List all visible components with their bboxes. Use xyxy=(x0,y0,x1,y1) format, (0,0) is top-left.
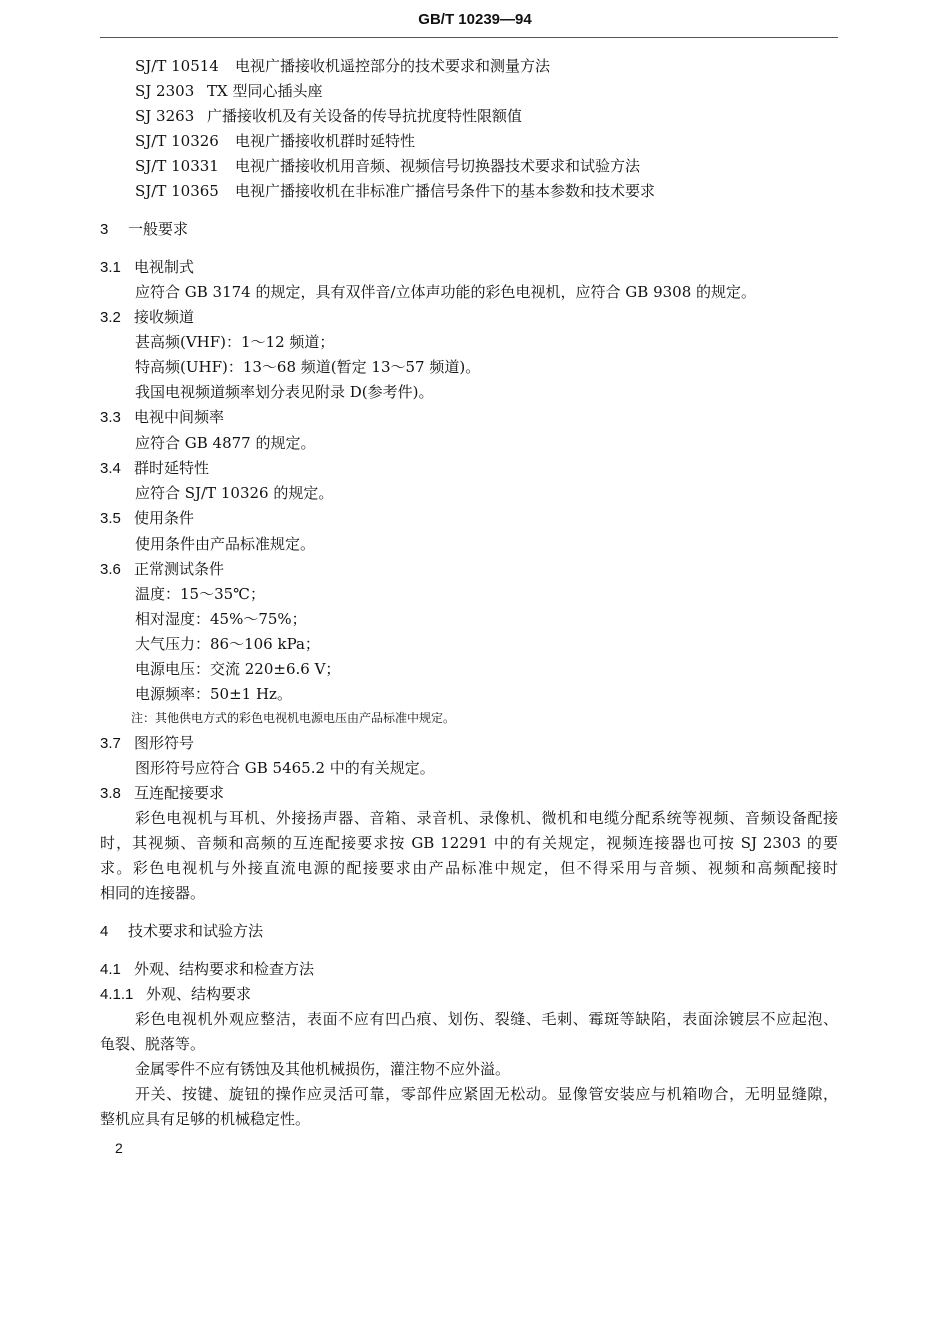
section-3-8-heading: 3.8 互连配接要求 xyxy=(100,784,225,802)
reference-item: SJ/T 10326 电视广播接收机群时延特性 xyxy=(135,132,416,150)
section-4-heading: 4 技术要求和试验方法 xyxy=(100,923,264,940)
section-3-6-line: 相对湿度：45%～75%； xyxy=(135,610,307,628)
section-3-3-body: 应符合 GB 4877 的规定。 xyxy=(135,434,316,452)
section-3-2-heading: 3.2 接收频道 xyxy=(100,308,195,326)
section-3-3-heading: 3.3 电视中间频率 xyxy=(100,408,225,426)
section-3-8-line: 彩色电视机与耳机、外接扬声器、音箱、录音机、录像机、微机和电缆分配系统等视频、音频设备配接 xyxy=(135,809,838,827)
section-3-5-body: 使用条件由产品标准规定。 xyxy=(135,535,316,553)
section-4-1-1-line: 龟裂、脱落等。 xyxy=(100,1035,206,1053)
section-3-1-body: 应符合 GB 3174 的规定，具有双伴音/立体声功能的彩色电视机，应符合 GB 9308 的规定。 xyxy=(135,283,757,301)
reference-item: SJ 2303 TX 型同心插头座 xyxy=(135,82,323,100)
section-3-6-note: 注：其他供电方式的彩色电视机电源电压由产品标准中规定。 xyxy=(131,711,456,725)
section-3-6-line: 电源电压：交流 220±6.6 V； xyxy=(135,660,341,678)
section-3-6-heading: 3.6 正常测试条件 xyxy=(100,560,225,578)
section-3-7-heading: 3.7 图形符号 xyxy=(100,734,195,752)
document-header: GB/T 10239—94 xyxy=(418,11,532,28)
section-3-7-body: 图形符号应符合 GB 5465.2 中的有关规定。 xyxy=(135,759,435,777)
page-number: 2 xyxy=(115,1140,123,1156)
reference-item: SJ/T 10514 电视广播接收机遥控部分的技术要求和测量方法 xyxy=(135,57,551,75)
section-4-1-1-line: 彩色电视机外观应整洁，表面不应有凹凸痕、划伤、裂缝、毛刺、霉斑等缺陷，表面涂镀层不应起泡、 xyxy=(135,1010,838,1028)
section-4-1-heading: 4.1 外观、结构要求和检查方法 xyxy=(100,960,315,978)
section-3-8-line: 时，其视频、音频和高频的互连配接要求按 GB 12291 中的有关规定，视频连接器也可按 SJ 2303 的要 xyxy=(100,834,838,852)
section-3-5-heading: 3.5 使用条件 xyxy=(100,509,195,527)
section-3-heading: 3 一般要求 xyxy=(100,221,189,238)
header-rule xyxy=(100,37,838,38)
section-3-2-line: 特高频(UHF)：13～68 频道(暂定 13～57 频道)。 xyxy=(135,358,481,376)
section-3-6-line: 大气压力：86～106 kPa； xyxy=(135,635,320,653)
reference-item: SJ/T 10331 电视广播接收机用音频、视频信号切换器技术要求和试验方法 xyxy=(135,157,641,175)
reference-item: SJ/T 10365 电视广播接收机在非标准广播信号条件下的基本参数和技术要求 xyxy=(135,182,656,200)
section-3-2-line: 甚高频(VHF)：1～12 频道； xyxy=(135,333,335,351)
reference-item: SJ 3263 广播接收机及有关设备的传导抗扰度特性限额值 xyxy=(135,107,523,125)
section-3-6-line: 温度：15～35℃； xyxy=(135,585,265,603)
section-3-4-body: 应符合 SJ/T 10326 的规定。 xyxy=(135,484,334,502)
section-3-6-line: 电源频率：50±1 Hz。 xyxy=(135,685,292,703)
section-3-8-line: 求。彩色电视机与外接直流电源的配接要求由产品标准中规定，但不得采用与音频、视频和高频配接时 xyxy=(100,859,838,877)
section-4-1-1-line: 整机应具有足够的机械稳定性。 xyxy=(100,1110,311,1128)
section-3-8-line: 相同的连接器。 xyxy=(100,884,206,902)
section-4-1-1-line: 开关、按键、旋钮的操作应灵活可靠，零部件应紧固无松动。显像管安装应与机箱吻合，无明显缝隙， xyxy=(135,1085,838,1103)
section-3-1-heading: 3.1 电视制式 xyxy=(100,258,195,276)
section-4-1-1-line: 金属零件不应有锈蚀及其他机械损伤，灌注物不应外溢。 xyxy=(135,1060,511,1078)
section-3-4-heading: 3.4 群时延特性 xyxy=(100,459,210,477)
section-4-1-1-heading: 4.1.1 外观、结构要求 xyxy=(100,985,252,1003)
section-3-2-line: 我国电视频道频率划分表见附录 D(参考件)。 xyxy=(135,383,434,401)
